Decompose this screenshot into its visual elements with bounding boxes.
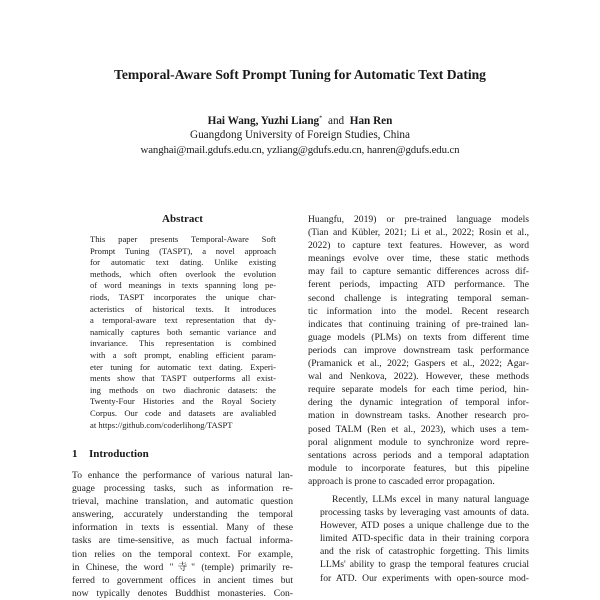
abstract-line: namically captures both semantic variance and xyxy=(90,326,276,337)
intro-line: information in texts is essential. Many of these xyxy=(72,522,293,534)
body-line: require separate models for each time period, hin- xyxy=(308,384,529,396)
author-conjunction: and xyxy=(328,115,345,127)
abstract-heading: Abstract xyxy=(162,213,203,225)
body-line: guage models (PLMs) on texts from different time xyxy=(308,331,529,343)
body-line: mation in downstream tasks. Another research pro- xyxy=(308,410,529,422)
intro-line: trieval, machine translation, and automatic question xyxy=(72,496,293,508)
abstract-line: for automatic text dating. Unlike existing xyxy=(90,257,276,268)
intro-line: tion relies on the temporal context. For example, xyxy=(72,548,293,560)
body-line: module to incorporate features, but this pipeline xyxy=(308,462,529,474)
abstract-body xyxy=(90,234,276,431)
body-line: meanings evolve over time, these static methods xyxy=(308,253,529,265)
intro-line: ferred to government offices in ancient times but xyxy=(72,574,293,586)
body-line: and the risk of catastrophic forgetting. This limits xyxy=(320,546,529,558)
intro-line: in Chinese, the word "寺" (temple) primarily re- xyxy=(72,561,293,573)
abstract-line: Prompt Tuning (TASPT), a novel approach xyxy=(90,245,276,256)
section-number: 1 xyxy=(72,448,78,460)
body-line: wal and Nenkova, 2022). However, these methods xyxy=(308,371,529,383)
abstract-line: at https://github.com/coderlihong/TASPT xyxy=(90,419,233,430)
author-emails: wanghai@mail.gdufs.edu.cn, yzliang@gdufs.edu.cn, hanren@gdufs.edu.cn xyxy=(140,144,460,156)
section-heading-introduction xyxy=(72,447,292,461)
intro-line: tasks are time-sensitive, as much factual informa- xyxy=(72,535,293,547)
paper-title: Temporal-Aware Soft Prompt Tuning for Automatic Text Dating xyxy=(114,67,486,82)
intro-line: To enhance the performance of various natural lan- xyxy=(72,470,293,481)
abstract-line: of word meanings in texts spanning long pe- xyxy=(90,280,276,291)
intro-line: guage processing tasks, such as information re- xyxy=(72,483,293,495)
body-line: may fail to capture semantic differences across dif- xyxy=(308,266,529,278)
intro-line: answering, accurately understanding the temporal xyxy=(72,509,293,521)
body-line: for ATD. Our experiments with open-source mod- xyxy=(320,572,529,584)
body-line: (Pramanick et al., 2022; Gaspers et al., 2022; Agar- xyxy=(308,358,529,370)
author-name-1: Hai Wang, Yuzhi Liang xyxy=(207,115,320,127)
introduction-body xyxy=(72,469,293,600)
body-line: LLMs' ability to grasp the temporal features crucial xyxy=(320,559,529,571)
abstract-line: This paper presents Temporal-Aware Soft xyxy=(90,234,276,244)
body-line: (Tian and Kübler, 2021; Li et al., 2022; Rosin et al., xyxy=(308,227,529,239)
corresponding-author-mark: * xyxy=(319,114,323,122)
body-line: Huangfu, 2019) or pre-trained language models xyxy=(308,214,529,225)
section-title: Introduction xyxy=(89,448,149,460)
abstract-line: riods, TASPT incorporates the unique char- xyxy=(90,291,276,302)
abstract-line: Twenty-Four Histories and the Royal Society xyxy=(90,396,276,407)
abstract-line: with a soft prompt, enabling efficient param- xyxy=(90,349,276,360)
body-line: Recently, LLMs excel in many natural language xyxy=(332,493,529,505)
abstract-line: methods, which often overlook the evolution xyxy=(90,268,276,279)
affiliation: Guangdong University of Foreign Studies, China xyxy=(189,129,410,141)
abstract-line: acteristics of historical texts. It introduces xyxy=(90,303,276,314)
body-line: approach is prone to cascaded error propagation. xyxy=(308,475,495,487)
body-line: dering the dynamic integration of temporal infor- xyxy=(308,397,529,409)
author-name-2: Han Ren xyxy=(349,115,393,127)
right-paragraph-2 xyxy=(308,493,529,585)
body-line: limited ATD-specific data in their training corpora xyxy=(320,533,529,545)
body-line: ferent periods, impacting ATD performance. The xyxy=(308,279,529,291)
body-line: posed TALM (Ren et al., 2023), which uses a tem- xyxy=(308,423,529,435)
body-line: processing tasks by leveraging vast amounts of data. xyxy=(320,507,529,519)
abstract-line: a temporal-aware text representation that dy- xyxy=(90,315,276,326)
abstract-line: eter tuning for automatic text dating. Experi- xyxy=(90,361,276,372)
right-paragraph-1 xyxy=(308,213,529,488)
body-line: periods can improve downstream task performance xyxy=(308,344,529,356)
body-line: tic information into the model. Recent research xyxy=(308,305,529,317)
body-line: indicates that continuing training of pre-trained lan- xyxy=(308,318,529,330)
abstract-line: invariance. This representation is combined xyxy=(90,338,276,349)
body-line: second challenge is integrating temporal seman- xyxy=(308,292,529,304)
body-line: 2022) to capture text features. However, as word xyxy=(308,240,529,252)
right-column-body xyxy=(308,213,529,585)
body-line: poral alignment module to synchronize word repre- xyxy=(308,436,529,448)
abstract-line: Corpus. Our code and datasets are avaliabled xyxy=(90,407,276,418)
body-line: sentations across periods and a temporal adaptation xyxy=(308,449,529,461)
intro-line: now typically denotes Buddhist monasteries. Con- xyxy=(72,587,293,599)
body-line: However, ATD poses a unique challenge due to the xyxy=(320,520,529,532)
abstract-line: ments show that TASPT outperforms all exist- xyxy=(90,373,276,384)
author-line xyxy=(0,114,600,128)
abstract-line: ing methods on two diachronic datasets: the xyxy=(90,384,276,395)
